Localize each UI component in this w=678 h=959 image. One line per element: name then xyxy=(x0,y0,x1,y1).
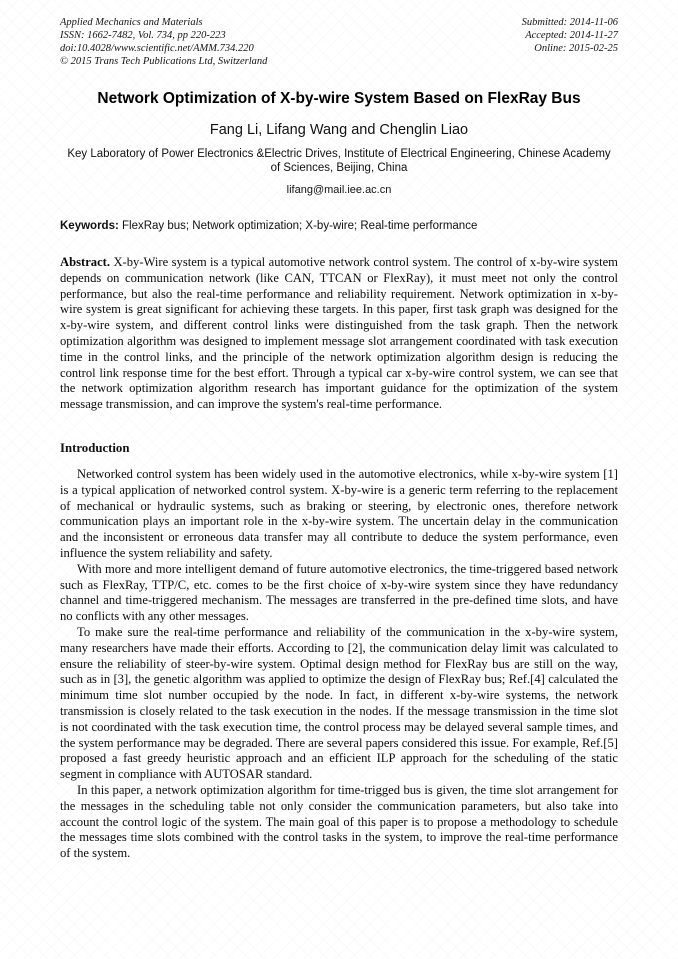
keywords-text: FlexRay bus; Network optimization; X-by-wire; Real-time performance xyxy=(122,220,478,232)
journal-name: Applied Mechanics and Materials xyxy=(60,17,203,28)
body-paragraph: To make sure the real-time performance and reliability of the communication in the x-by-wire system, many researchers have made their efforts. According to [2], the communication delay limit was calculated to ensure the reliability of steer-by-wire system. Optimal design method for FlexRay bus are still on the way, such as in [3], the genetic algorithm was applied to optimize the design of FlexRay bus; Ref.[4] calculated the minimum time slot number occupied by the node. In fact, in different x-by-wire systems, the network transmission is closely related to the task execution in the nodes. If the message transmission in the time slot is not coordinated with the task execution time, the control process may be delayed several sample times, and the system performance may be degraded. There are several papers considered this issue. For example, Ref.[5] proposed a fast greedy heuristic approach and an efficient ILP approach for the scheduling of the static segment in compliance with AUTOSAR standard. xyxy=(60,624,618,782)
body-paragraph: Networked control system has been widely used in the automotive electronics, while x-by-wire system [1] is a typical application of networked control system. X-by-wire is a generic term referring to the replacement of mechanical or hydraulic systems, such as braking or steering, by electronic ones, therefore network communication plays an important role in the x-by-wire system. The uncertain delay in the communication and the inconsistent or erroneous data transfer may all contribute to deduce the system performance, even influence the system reliability and safety. xyxy=(60,466,618,560)
keywords-label: Keywords: xyxy=(60,220,119,232)
journal-copyright: © 2015 Trans Tech Publications Ltd, Switzerland xyxy=(60,56,268,67)
submitted-date: Submitted: 2014-11-06 xyxy=(521,17,618,28)
journal-info xyxy=(60,16,267,68)
journal-doi: doi:10.4028/www.scientific.net/AMM.734.220 xyxy=(60,43,254,54)
body-paragraph: With more and more intelligent demand of future automotive electronics, the time-triggered based network such as FlexRay, TTP/C, etc. comes to be the first choice of x-by-wire system since they have redundancy channel and time-triggered mechanism. The messages are transferred in the pre-defined time slots, and have no conflicts with any other messages. xyxy=(60,561,618,624)
keywords-line xyxy=(60,219,618,233)
section-heading-introduction: Introduction xyxy=(60,440,130,455)
accepted-date: Accepted: 2014-11-27 xyxy=(525,30,618,41)
email-address: lifang@mail.iee.ac.cn xyxy=(286,184,392,196)
abstract-text: X-by-Wire system is a typical automotive network control system. The control of x-by-wire system depends on communication network (like CAN, TTCAN or FlexRay), it must meet not only the control performance, but also the real-time performance and reliability requirement. Network optimization in x-by-wire system is great significant for achieving these targets. In this paper, first task graph was designed for the x-by-wire system, and different control links were distinguished from the task graph. Then the network optimization algorithm was designed to implement message slot arrangement coordinated with task execution time in the control links, and the principle of the network optimization algorithm design is reducing the control link response time for the best effort. Through a typical car x-by-wire control system, we can see that the network optimization algorithm research has important guidance for the optimization of the system message transmission, and can improve the system's real-time performance. xyxy=(60,255,618,412)
body-paragraph: In this paper, a network optimization algorithm for time-trigged bus is given, the time slot arrangement for the messages in the scheduling table not only consider the communication parameters, but also take into account the control logic of the system. The main goal of this paper is to propose a methodology to schedule the messages time slots combined with the control tasks in the system, to improve the real-time performance of the system. xyxy=(60,782,618,861)
journal-header xyxy=(60,16,618,68)
abstract-paragraph xyxy=(60,255,618,413)
journal-issn-volume: ISSN: 1662-7482, Vol. 734, pp 220-223 xyxy=(60,30,226,41)
introduction-body xyxy=(60,467,618,862)
abstract-label: Abstract. xyxy=(60,255,111,269)
online-date: Online: 2015-02-25 xyxy=(534,43,618,54)
paper-title: Network Optimization of X-by-wire System Based on FlexRay Bus xyxy=(97,90,581,107)
authors-line: Fang Li, Lifang Wang and Chenglin Liao xyxy=(209,122,469,138)
affiliation-line: Key Laboratory of Power Electronics &Electric Drives, Institute of Electrical Engineering, Chinese Academy of Sciences, Beijing, China xyxy=(67,148,611,174)
submission-info xyxy=(522,16,618,68)
